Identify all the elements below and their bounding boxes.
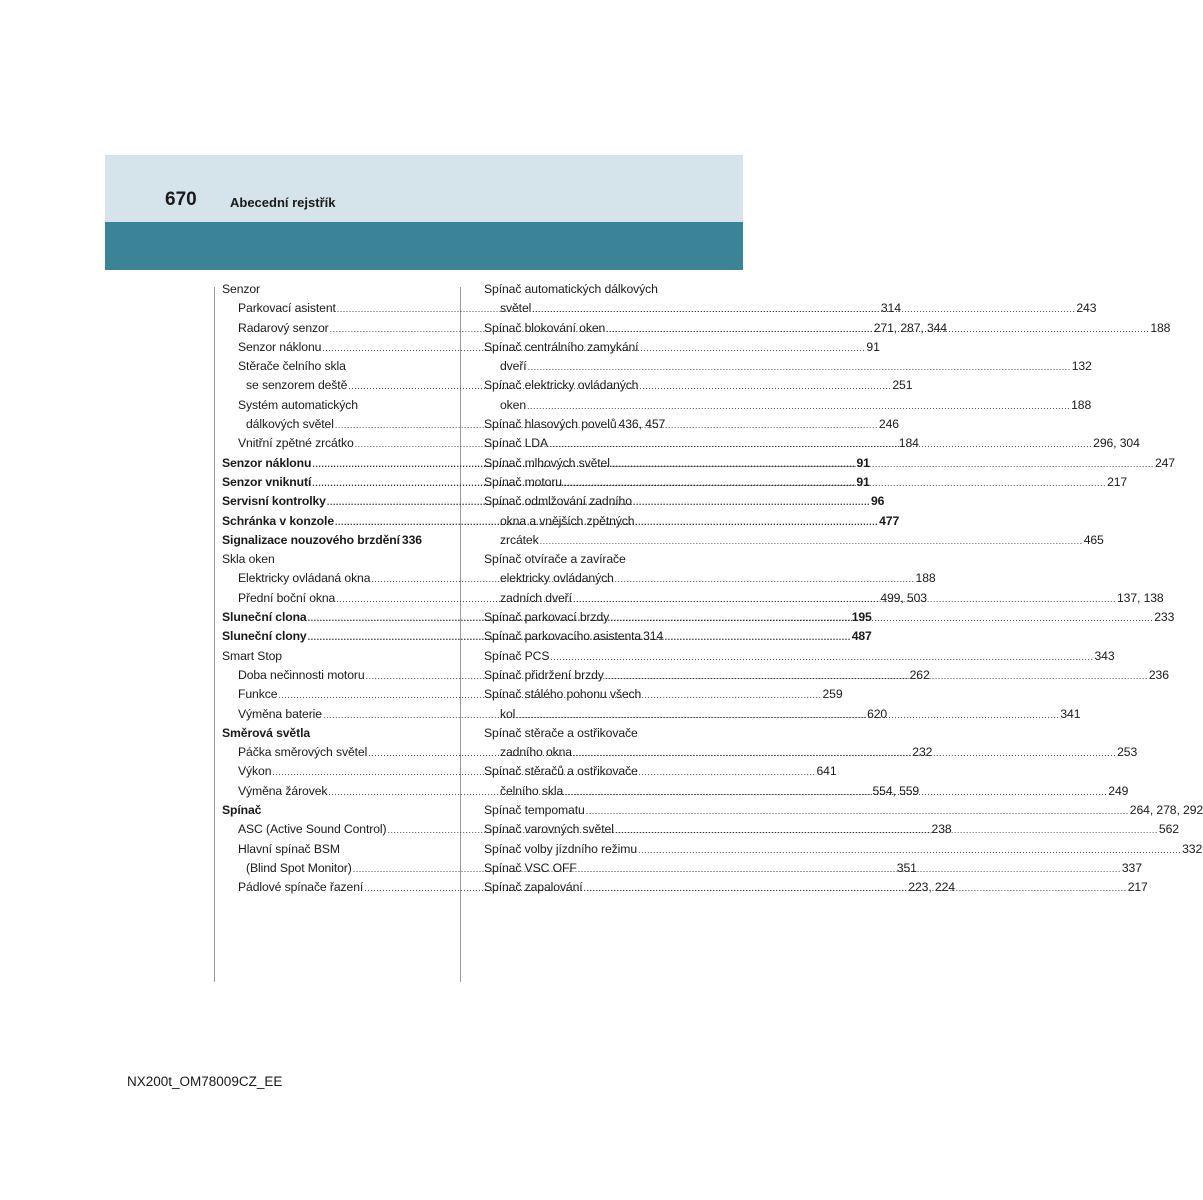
index-entry-term: Páčka směrových světel — [238, 745, 368, 760]
index-entry-page: 436, 457 — [618, 417, 666, 432]
index-entry-term: Hlavní spínač BSM — [238, 841, 340, 856]
index-entry-term: elektricky ovládaných — [500, 571, 614, 586]
index-entry-term: Senzor vniknutí — [222, 474, 312, 489]
index-entry-page: 620 — [867, 706, 888, 721]
index-entry-term: dveří — [500, 359, 527, 374]
index-entry-page: 188 — [915, 571, 936, 586]
index-entry-page: 91 — [856, 455, 870, 470]
index-entry-page: 554, 559 — [872, 783, 920, 798]
document-code: NX200t_OM78009CZ_EE — [127, 1074, 283, 1089]
index-entry-term: se senzorem deště — [246, 378, 348, 393]
dot-leader — [516, 706, 1059, 725]
index-entry-term: Spínač odmlžování zadního — [484, 494, 632, 509]
index-entry-term: Výkon — [238, 764, 272, 779]
index-entry-page: 249 — [1108, 783, 1129, 798]
index-entry-page: 246 — [878, 417, 899, 432]
index-entry-term: Spínač parkovacího asistenta — [484, 629, 642, 644]
index-entry-term: Spínač motoru — [484, 474, 562, 489]
index-entry-page: 251 — [892, 378, 913, 393]
index-entry-page: 271, 287, 344 — [873, 320, 947, 335]
index-entry-page: 132 — [1071, 359, 1092, 374]
index-entry — [222, 280, 416, 299]
index-entry-term: Spínač zapalování — [484, 880, 583, 895]
dot-leader — [611, 455, 1154, 474]
index-entry — [484, 801, 1203, 820]
index-entry-page: 184 — [898, 436, 919, 451]
index-entry-term: Spínač stálého pohonu všech — [484, 687, 642, 702]
index-entry — [484, 531, 1104, 550]
index-entry-term: Směrová světla — [222, 725, 311, 740]
index-entry-page: 223, 224 — [908, 880, 955, 895]
index-entry-page: 262 — [909, 667, 930, 682]
index-entry — [222, 647, 416, 666]
index-entry-term: Senzor náklonu — [238, 339, 322, 354]
index-entry — [222, 396, 416, 415]
index-entry-page: 188 — [1071, 397, 1092, 412]
index-entry-page: 232 — [912, 745, 933, 760]
index-entry-page: 238 — [931, 822, 952, 837]
index-entry-term: čelního skla — [500, 783, 564, 798]
index-entry-page: 487 — [851, 629, 872, 644]
index-entry-term: Spínač — [222, 803, 262, 818]
index-entry-term: Doba nečinnosti motoru — [238, 667, 365, 682]
dot-leader — [549, 435, 1092, 454]
left-column-rule — [214, 287, 215, 982]
index-entry — [484, 550, 662, 569]
index-entry — [484, 396, 1092, 415]
index-entry-term: Spínač přidržení brzdy — [484, 667, 604, 682]
dot-leader — [586, 802, 1129, 821]
index-entry — [484, 492, 662, 511]
index-entry-term: Vnitřní zpětné zrcátko — [238, 436, 354, 451]
index-entry-term: Výměna baterie — [238, 706, 322, 721]
dot-leader — [563, 474, 1106, 493]
index-entry — [222, 531, 422, 550]
index-entry — [484, 357, 1092, 376]
index-entry-term: Spínač stěračů a ostřikovače — [484, 764, 638, 779]
index-entry-page: 314 — [880, 301, 901, 316]
index-entry-term: Skla oken — [222, 552, 275, 567]
index-entry-term: Senzor náklonu — [222, 455, 312, 470]
dot-leader — [610, 609, 1153, 628]
index-entry-page: 499, 503 — [880, 590, 927, 605]
index-entry-term: Smart Stop — [222, 648, 282, 663]
index-entry-term: Signalizace nouzového brzdění — [222, 532, 400, 547]
index-entry-term: oken — [500, 397, 527, 412]
index-entry-page: 217 — [1127, 880, 1148, 895]
index-entry-term: Spínač mlhových světel — [484, 455, 610, 470]
index-entry-page: 343 — [1094, 648, 1115, 663]
index-entry-term: (Blind Spot Monitor) — [246, 860, 352, 875]
index-entry-page: 195 — [851, 610, 872, 625]
index-entry — [484, 376, 662, 395]
dot-leader — [550, 648, 1093, 667]
index-entry — [484, 685, 662, 704]
index-entry-term: Senzor — [222, 282, 261, 296]
index-entry-term: Přední boční okna — [238, 590, 336, 605]
index-entry-page: 233 — [1154, 610, 1175, 625]
index-entry-term: Spínač LDA — [484, 436, 549, 451]
dot-leader — [532, 300, 1075, 319]
dot-leader — [564, 783, 1107, 802]
index-entry-term: Spínač parkovací brzdy — [484, 610, 610, 625]
index-entry-term: Spínač tempomatu — [484, 803, 585, 818]
index-entry-page: 217 — [1107, 474, 1128, 489]
dot-leader — [584, 879, 1127, 898]
index-entry-page: 641 — [816, 764, 837, 779]
index-entry-page: 296, 304 — [1093, 436, 1140, 451]
index-entry-term: Schránka v konzole — [222, 513, 334, 528]
index-entry — [222, 840, 416, 859]
page-number: 670 — [165, 189, 197, 210]
index-entry-term: Sluneční clona — [222, 610, 307, 625]
index-entry-term: Systém automatických — [238, 397, 358, 412]
index-entry-term: Výměna žárovek — [238, 783, 328, 798]
index-entry-page: 264, 278, 292 — [1129, 803, 1203, 818]
header-band — [105, 155, 743, 222]
dot-leader — [638, 841, 1181, 860]
dot-leader — [573, 590, 1116, 609]
index-entry-term: Spínač PCS — [484, 648, 550, 663]
index-entry-page: 91 — [866, 339, 880, 354]
index-entry-term: Stěrače čelního skla — [238, 359, 346, 374]
dot-leader — [605, 667, 1148, 686]
index-entry — [222, 801, 416, 820]
index-entry-term: světel — [500, 301, 532, 316]
dot-leader — [527, 397, 1070, 416]
dot-leader — [540, 532, 1083, 551]
index-entry-term: Funkce — [238, 687, 278, 702]
dot-leader — [615, 821, 1158, 840]
index-entry-page: 314 — [643, 629, 664, 644]
index-entry — [484, 415, 666, 434]
index-entry-page: 259 — [822, 687, 843, 702]
index-entry-page: 332 — [1182, 841, 1203, 856]
index-entry-term: Spínač varovných světel — [484, 822, 614, 837]
index-entry — [484, 280, 662, 299]
index-entry-term: Parkovací asistent — [238, 301, 336, 316]
index-entry-term: Servisní kontrolky — [222, 494, 326, 509]
index-entry-page: 91 — [856, 474, 870, 489]
dot-leader — [573, 744, 1116, 763]
dot-leader — [528, 358, 1071, 377]
index-entry-term: dálkových světel — [246, 417, 334, 432]
index-entry-page: 188 — [1150, 320, 1171, 335]
index-entry-term: Spínač elektricky ovládaných — [484, 378, 639, 393]
index-entry-page: 477 — [879, 513, 900, 528]
index-entry — [484, 724, 662, 743]
index-entry — [484, 512, 662, 531]
index-entry-page: 341 — [1060, 706, 1081, 721]
index-entry — [222, 550, 416, 569]
index-entry-page: 96 — [870, 494, 885, 509]
index-entry-term: kol — [500, 706, 516, 721]
index-entry-page: 236 — [1148, 667, 1169, 682]
index-entry-page: 351 — [896, 860, 917, 875]
index-entry-page: 562 — [1158, 822, 1179, 837]
index-entry — [484, 569, 662, 588]
index-entry-term: Spínač stěrače a ostřikovače — [484, 725, 638, 740]
index-entry-term: Spínač hlasových povelů — [484, 417, 617, 432]
index-entry — [484, 762, 662, 781]
index-entry — [484, 338, 662, 357]
index-entry-term: zrcátek — [500, 532, 539, 547]
index-entry — [484, 647, 1115, 666]
index-entry-page: 336 — [401, 532, 422, 547]
page-title: Abecední rejstřík — [230, 195, 336, 210]
index-entry-term: Spínač volby jízdního režimu — [484, 841, 638, 856]
index-entry-term: Spínač automatických dálkových — [484, 282, 658, 296]
index-entry-term: Elektricky ovládaná okna — [238, 571, 371, 586]
index-entry-term: Pádlové spínače řazení — [238, 880, 364, 895]
index-entry-term: Spínač blokování oken — [484, 320, 606, 335]
index-entry-page: 465 — [1083, 532, 1104, 547]
dot-leader — [606, 320, 1149, 339]
index-entry — [222, 357, 416, 376]
index-entry-term: Spínač otvírače a zavírače — [484, 552, 626, 567]
index-entry-page: 247 — [1154, 455, 1175, 470]
header-accent-bar — [105, 222, 743, 270]
index-entry-term: Sluneční clony — [222, 629, 307, 644]
index-entry-page: 243 — [1076, 301, 1097, 316]
index-entry-term: zadního okna — [500, 745, 572, 760]
index-entry-term: Radarový senzor — [238, 320, 329, 335]
index-entry-page: 337 — [1121, 860, 1142, 875]
index-entry-term: zadních dveří — [500, 590, 572, 605]
dot-leader — [578, 860, 1121, 879]
index-entry — [484, 840, 1203, 859]
index-entry-page: 137, 138 — [1116, 590, 1164, 605]
index-entry — [222, 724, 416, 743]
index-entry — [484, 627, 662, 646]
index-entry-term: Spínač VSC OFF — [484, 860, 577, 875]
index-entry-page: 253 — [1117, 745, 1138, 760]
index-entry-term: ASC (Active Sound Control) — [238, 822, 387, 837]
index-entry-term: Spínač centrálního zamykání — [484, 339, 639, 354]
index-entry-term: okna a vnějších zpětných — [500, 513, 635, 528]
